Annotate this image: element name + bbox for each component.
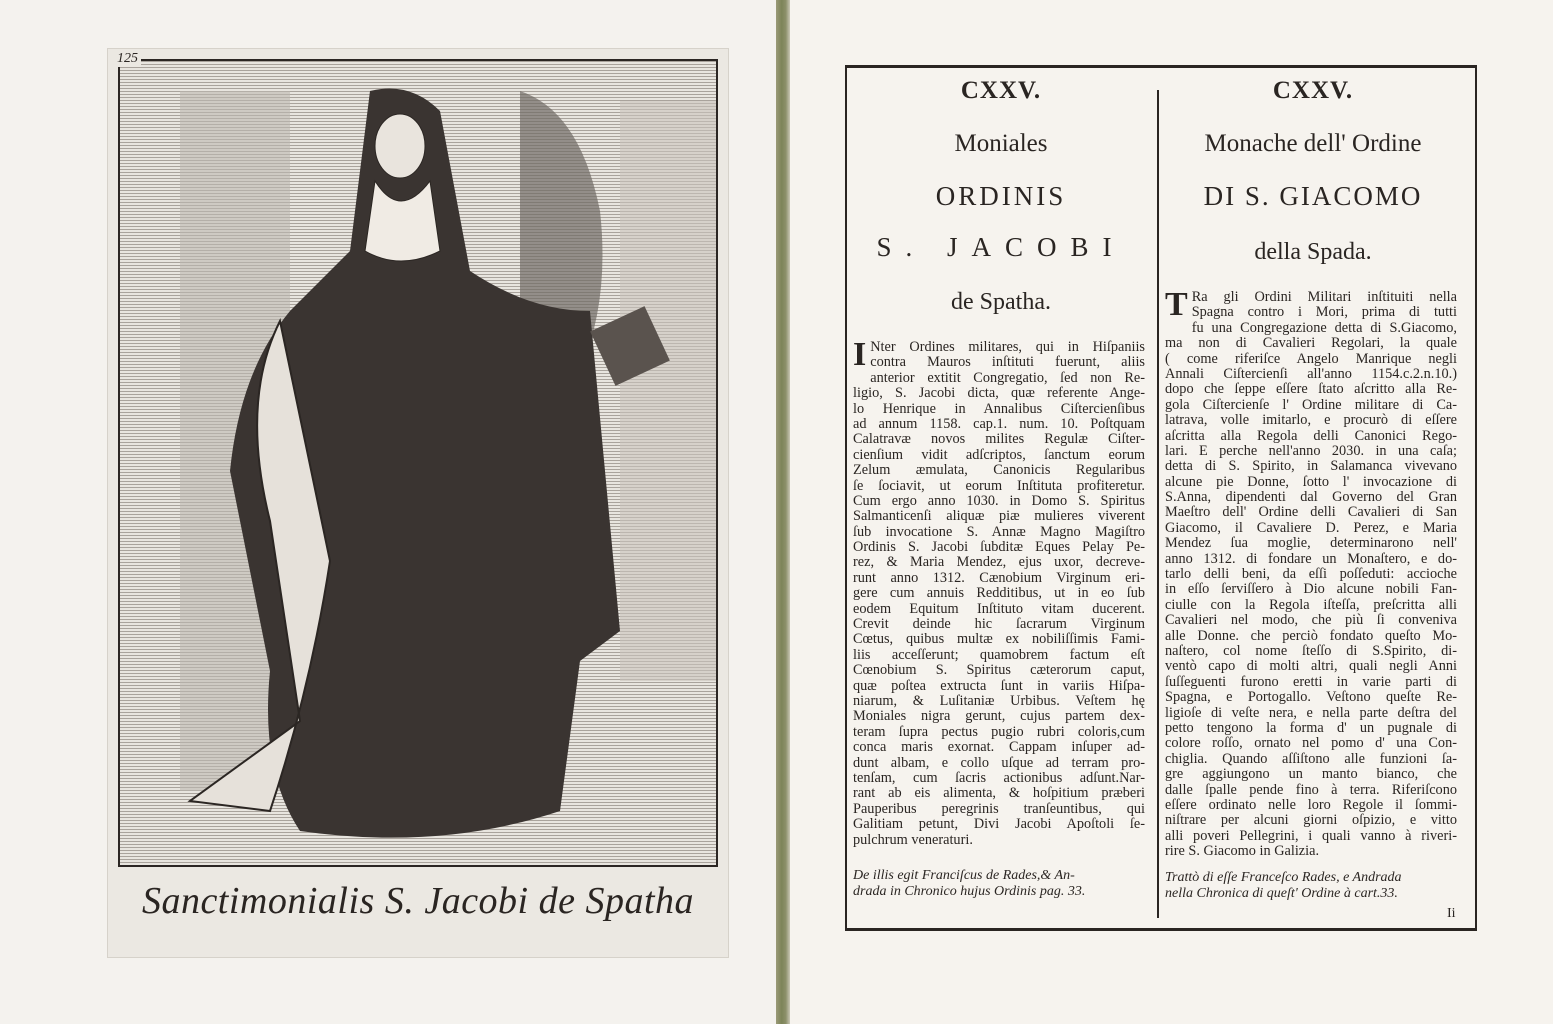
text-line: Cœnobium S. Spiritus cæterorum caput, <box>853 663 1145 679</box>
text-line: aſcritta alla Regola delli Canonici Rego- <box>1165 428 1457 444</box>
text-line: latrava, volle imitarlo, e procurò di eſſere <box>1165 413 1457 429</box>
text-line: fu una Congregazione detta di S.Giacomo, <box>1191 320 1457 336</box>
text-line: Cœtus, quibus multæ ex nobiliſſimis Fami- <box>853 632 1145 648</box>
italian-drop-cap: T <box>1165 290 1188 321</box>
latin-title-line: S. JACOBI <box>876 232 1126 262</box>
text-line: tarlo delli beni, da eſſi poſſeduti: accioche <box>1165 567 1457 583</box>
citation-line: Trattò di eſſe Franceſco Rades, e Andrada <box>1165 870 1402 885</box>
text-line: in eſſo ſerviſſero à Dio alcune nobili Fan- <box>1165 582 1457 598</box>
latin-title-line: Moniales <box>954 130 1048 157</box>
text-line: naſtero, col nome ſteſſo di S.Spirito, di- <box>1165 643 1457 659</box>
text-line: teram ſupra pectus pugio rubri coloris,cum <box>853 724 1145 740</box>
text-line: rant ab eis alimenta, & hoſpitium præberi <box>853 786 1145 802</box>
text-line: Maeſtro dell' Ordine delli Cavalieri di San <box>1165 505 1457 521</box>
nun-figure-illustration <box>120 61 716 865</box>
text-line: Giacomo, il Cavaliere D. Perez, e Maria <box>1165 520 1457 536</box>
text-line: ligio, S. Jacobi dicta, quæ referente Ange- <box>853 386 1145 402</box>
latin-citation <box>853 868 1145 900</box>
text-line: gola Ciſtercienſe l' Ordine militare di Ca- <box>1165 397 1457 413</box>
italian-title-line: della Spada. <box>1254 239 1372 265</box>
text-line: eodem Equitum Inſtituto vitam ducerent. <box>853 601 1145 617</box>
text-line: cienſium vidit adſcriptos, ſanctum eorum <box>853 447 1145 463</box>
left-page <box>0 0 776 1024</box>
text-line: anno 1312. di fondare un Monaſtero, e do- <box>1165 551 1457 567</box>
text-line: liis acceſſerunt; quamobrem factum eſt <box>853 647 1145 663</box>
text-line: Zelum æmulata, Canonicis Regularibus <box>853 463 1145 479</box>
latin-title-line: ORDINIS <box>935 181 1067 211</box>
text-line: Cavalieri nel modo, che più ſi conveniva <box>1165 613 1457 629</box>
text-line: Annali Ciſtercienſi all'anno 1154.c.2.n.10.) <box>1165 366 1457 382</box>
right-page <box>790 0 1553 1024</box>
text-line: detta di S. Spirito, in Salamanca vivevano <box>1165 459 1457 475</box>
text-line: chiglia. Quando aſſiſtono alle funzioni ſa- <box>1165 751 1457 767</box>
text-line: ſub invocatione S. Annæ Magno Magiſtro <box>853 524 1145 540</box>
text-line: Salmanticenſi aliquæ piæ mulieres viverent <box>853 509 1145 525</box>
text-line: Spagna, e Portogallo. Veſtono queſte Re- <box>1165 690 1457 706</box>
text-line: alli poveri Pellegrini, i quali vanno à riveri- <box>1165 828 1457 844</box>
text-frame <box>845 65 1477 931</box>
text-line: rire S. Giacomo in Galizia. <box>1165 844 1320 860</box>
text-line: Ordinis S. Jacobi ſubditæ Eques Pelay Pe- <box>853 540 1145 556</box>
text-line: lari. E perche nell'anno 2030. in una caſa; <box>1165 443 1457 459</box>
text-line: dopo che ſeppe eſſere ſtato aſcritto alla Re- <box>1165 382 1457 398</box>
text-line: dalle ſpalle pende fino à terra. Riferiſcono <box>1165 782 1457 798</box>
text-line: lo Henrique in Annalibus Ciſtercienſibus <box>853 401 1145 417</box>
text-line: Nter Ordines militares, qui in Hiſpaniis <box>870 340 1145 355</box>
engraving-nun-illustration <box>118 59 718 867</box>
text-line: dunt albam, e collo uſque ad terram pro- <box>853 755 1145 771</box>
text-line: alle Donne. che perciò fondato queſto Mo- <box>1165 628 1457 644</box>
citation-line: De illis egit Franciſcus de Rades,& An- <box>853 868 1075 883</box>
text-line: quæ poſtea extructa ſunt in variis Hiſpa- <box>853 678 1145 694</box>
latin-drop-cap: I <box>853 340 867 371</box>
text-line: Cum ergo anno 1030. in Domo S. Spiritus <box>853 493 1145 509</box>
text-line: pulchrum veneraturi. <box>853 832 973 848</box>
text-line: tenſam, cum ſacris actionibus adſunt.Nar- <box>853 770 1145 786</box>
book-gutter <box>776 0 790 1024</box>
text-line: Mendez ſua moglie, determinarono nell' <box>1165 536 1457 552</box>
text-line: ad annum 1158. cap.1. num. 10. Poſtquam <box>853 416 1145 432</box>
text-line: contra Mauros inſtituti fuerunt, aliis <box>870 355 1145 371</box>
text-line: eſſere ordinato nelle loro Regole il ſommi- <box>1165 797 1457 813</box>
latin-chapter-number: CXXV. <box>960 77 1042 104</box>
text-line: Galitiam petunt, Divi Jacobi Apoſtoli ſe- <box>853 817 1145 833</box>
text-line: runt anno 1312. Cænobium Virginum eri- <box>853 570 1145 586</box>
plate-number: 125 <box>114 51 141 67</box>
citation-line: drada in Chronico hujus Ordinis pag. 33. <box>853 884 1086 899</box>
text-line: gre aggiungono un manto bianco, che <box>1165 767 1457 783</box>
text-line: ventò capo di molti altri, quali negli Anni <box>1165 659 1457 675</box>
text-line: Pauperibus peregrinis tranſeuntibus, qui <box>853 801 1145 817</box>
italian-title-line: Monache dell' Ordine <box>1204 130 1422 157</box>
text-line: niſtrare per alcuni giorni oſpizio, e vitto <box>1165 813 1457 829</box>
column-divider <box>1157 90 1159 918</box>
text-line: Spagna contro i Mori, prima di tutti <box>1191 305 1457 321</box>
engraving-caption: Sanctimonialis S. Jacobi de Spatha <box>141 880 695 922</box>
engraving-plate <box>107 48 729 958</box>
text-line: colore roſſo, ornato nel pomo d' una Con- <box>1165 736 1457 752</box>
text-line: ciulle con la Regola iſteſſa, preſcritta alli <box>1165 597 1457 613</box>
text-line: Crevit deinde hic ſacrarum Virginum <box>853 617 1145 633</box>
citation-line: nella Chronica di queſt' Ordine à cart.33. <box>1165 886 1398 901</box>
latin-title-line: de Spatha. <box>951 289 1051 315</box>
text-line: ſe ſociavit, ut eorum Inſtituta profiteretur. <box>853 478 1145 494</box>
text-line: Calatravæ novos milites Regulæ Ciſter- <box>853 432 1145 448</box>
text-line: alcune pie Donne, ſotto l' invocazione di <box>1165 474 1457 490</box>
italian-title-line: DI S. GIACOMO <box>1203 181 1423 211</box>
text-line: niarum, & Luſitaniæ Urbibus. Veſtem hę <box>853 693 1145 709</box>
text-line: ( come riferiſce Angelo Manrique negli <box>1165 351 1457 367</box>
text-line: Moniales nigra gerunt, cujus partem dex- <box>853 709 1145 725</box>
italian-citation <box>1165 870 1457 902</box>
latin-body-text <box>853 340 1145 848</box>
text-line: ligioſe di veſte nera, e nella parte deſtra del <box>1165 705 1457 721</box>
text-line: petto tengono la forma d' un pugnale di <box>1165 720 1457 736</box>
text-line: conca maris exornat. Cappam inſuper ad- <box>853 740 1145 756</box>
signature-mark: Ii <box>1447 906 1456 921</box>
italian-chapter-number: CXXV. <box>1272 77 1354 104</box>
text-line: ma non di Cavalieri Regolari, la quale <box>1165 336 1457 352</box>
text-line: rez, & Maria Mendez, ejus uxor, decreve- <box>853 555 1145 571</box>
text-line: S.Anna, dipendenti dal Governo del Gran <box>1165 490 1457 506</box>
text-line: gere cum annuis Redditibus, ut in eo ſub <box>853 586 1145 602</box>
text-line: anterior extitit Congregatio, ſed non Re- <box>870 370 1145 386</box>
italian-body-text <box>1165 290 1457 859</box>
text-line: Ra gli Ordini Militari inſtituiti nella <box>1191 290 1457 305</box>
text-line: ſuſſeguenti furono eretti in varie parti di <box>1165 674 1457 690</box>
